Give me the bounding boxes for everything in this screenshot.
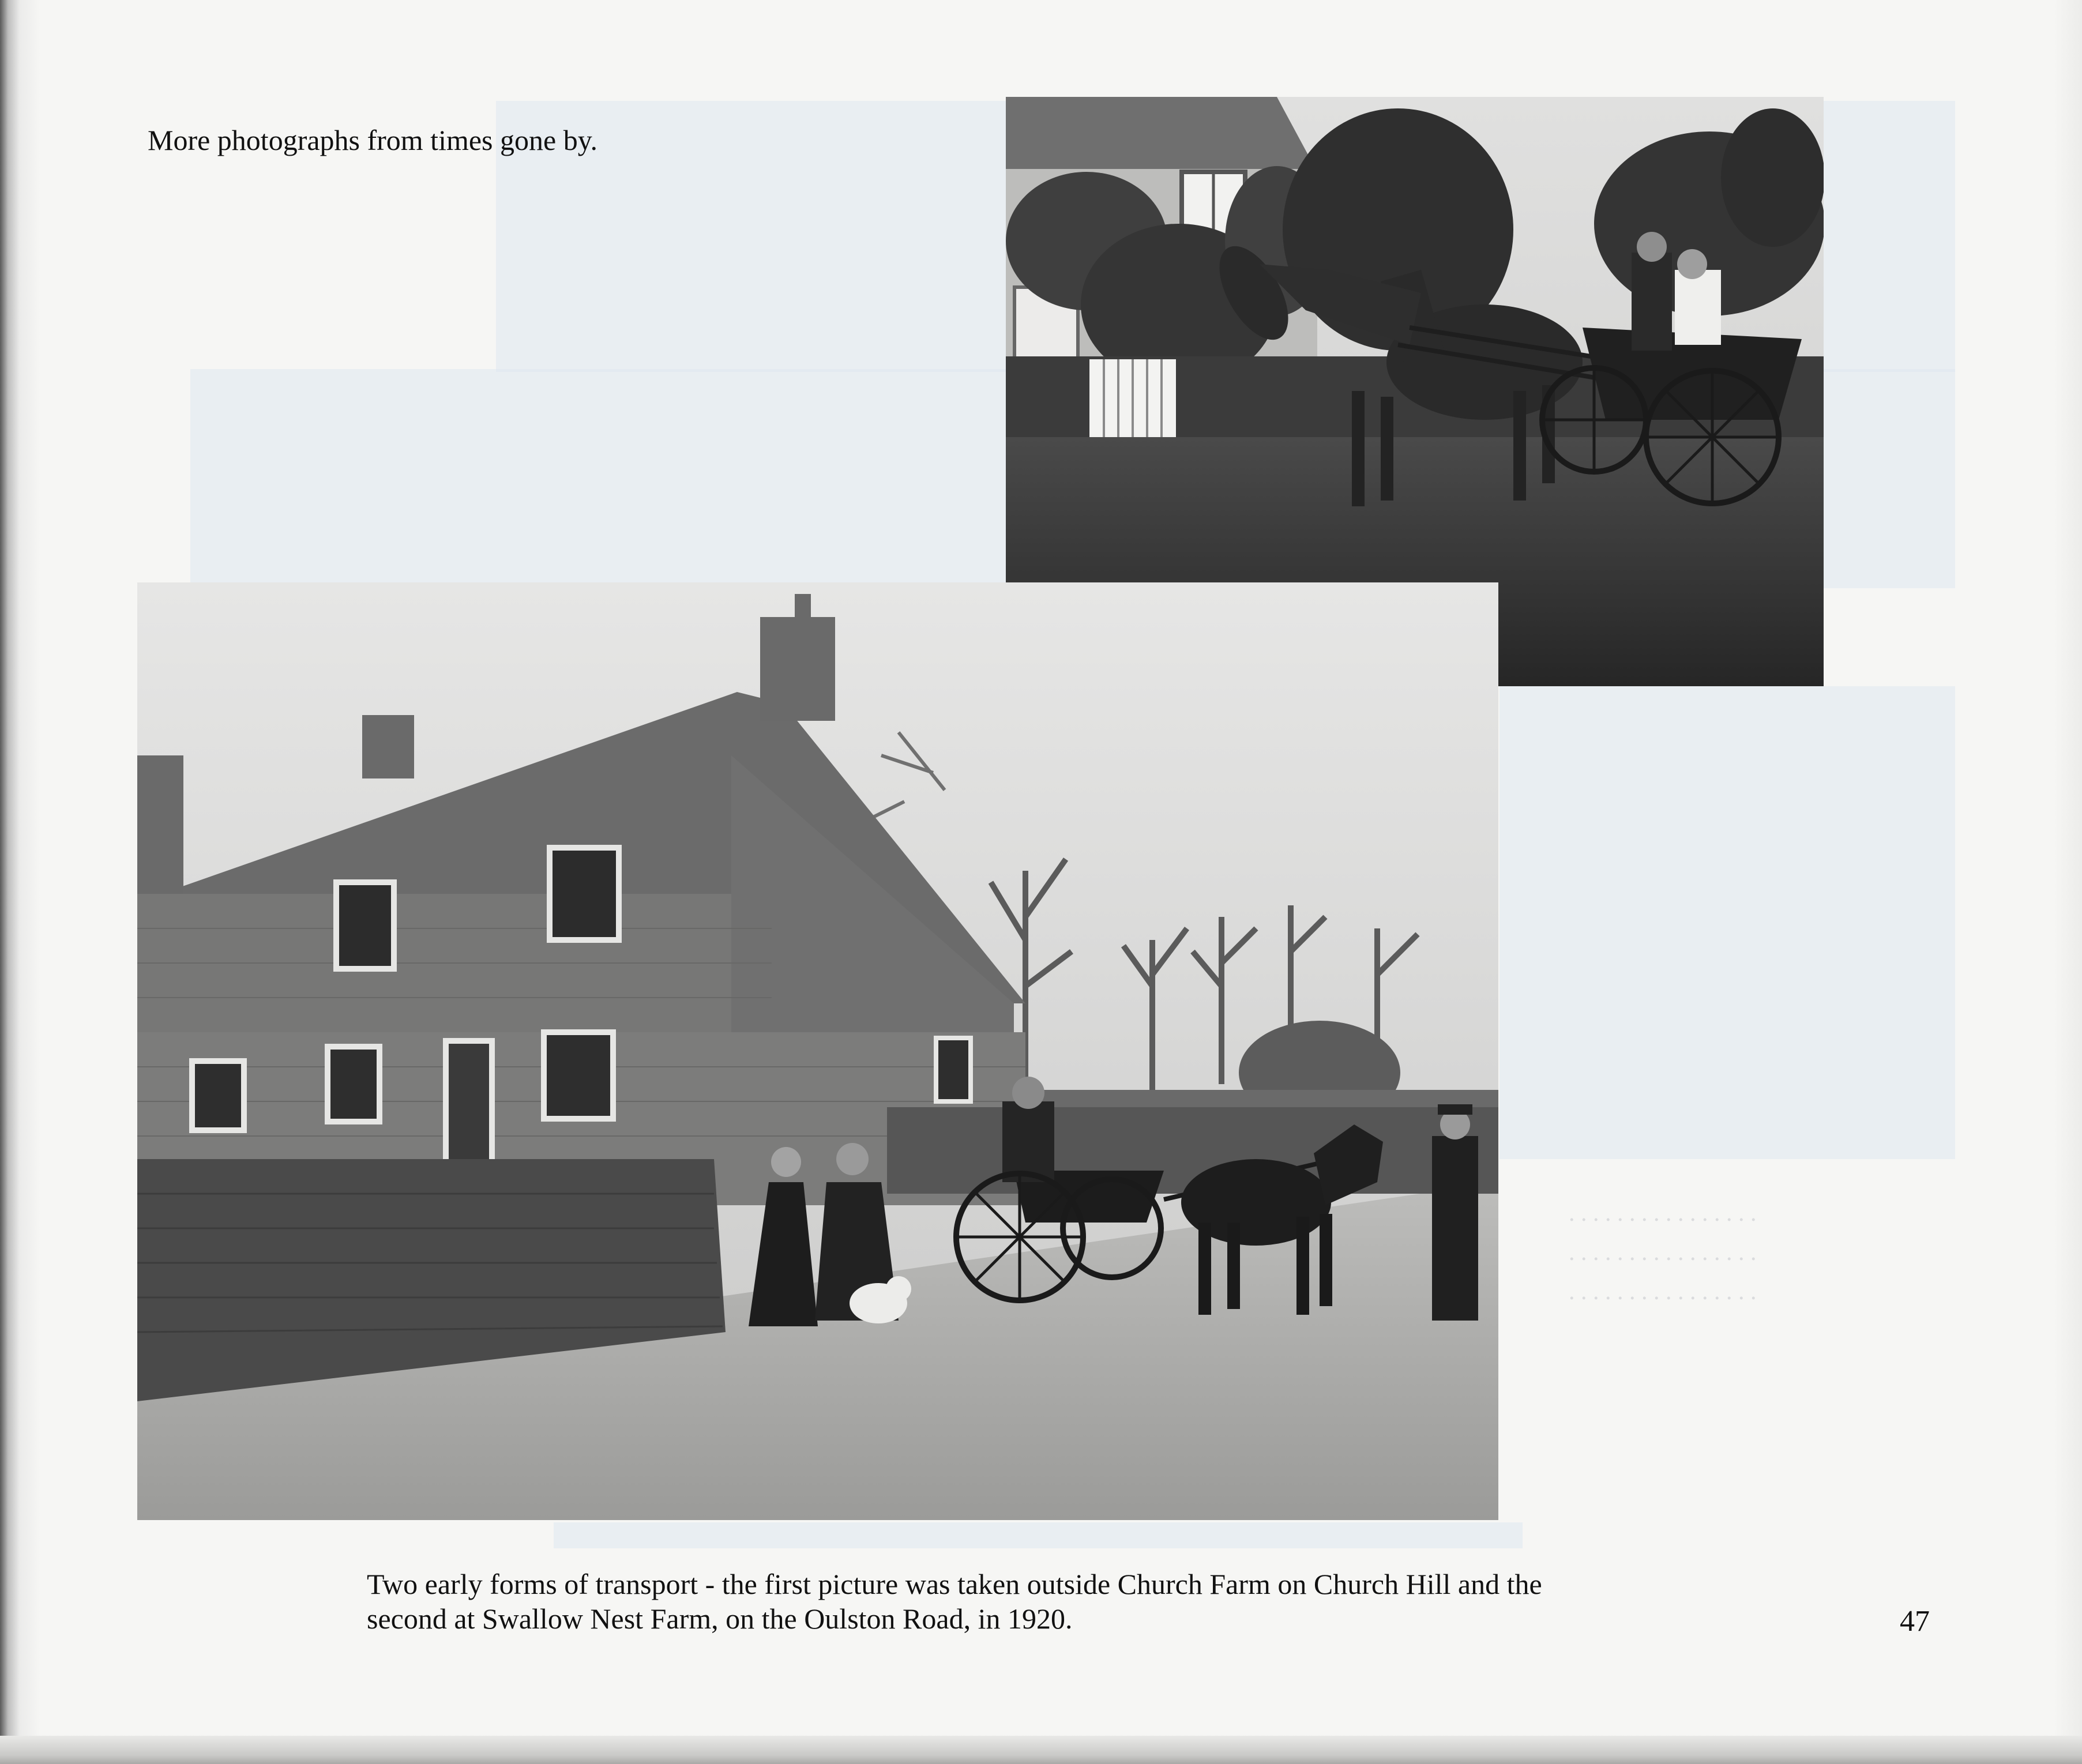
page-heading: More photographs from times gone by. [148,124,597,156]
caption-line-2: second at Swallow Nest Farm, on the Oulston Road, in 1920. [367,1603,1073,1635]
page-number: 47 [1900,1605,1930,1638]
show-through-block [1500,686,1955,1159]
show-through-text: . . . . . . . . . . . . . . . . . . . . . . . . . . . . . . . . . . . . . . . . . . . . . . . . [1569,1200,1757,1305]
show-through-block [554,1522,1523,1548]
photo-caption [367,1567,1693,1636]
photo-swallow-nest-farm [137,582,1498,1520]
caption-line-1: Two early forms of transport - the first picture was taken outside Church Farm on Church Hill and the [367,1568,1542,1600]
photo-swallow-nest-farm-image [137,582,1498,1520]
page-bottom-edge [0,1736,2082,1764]
